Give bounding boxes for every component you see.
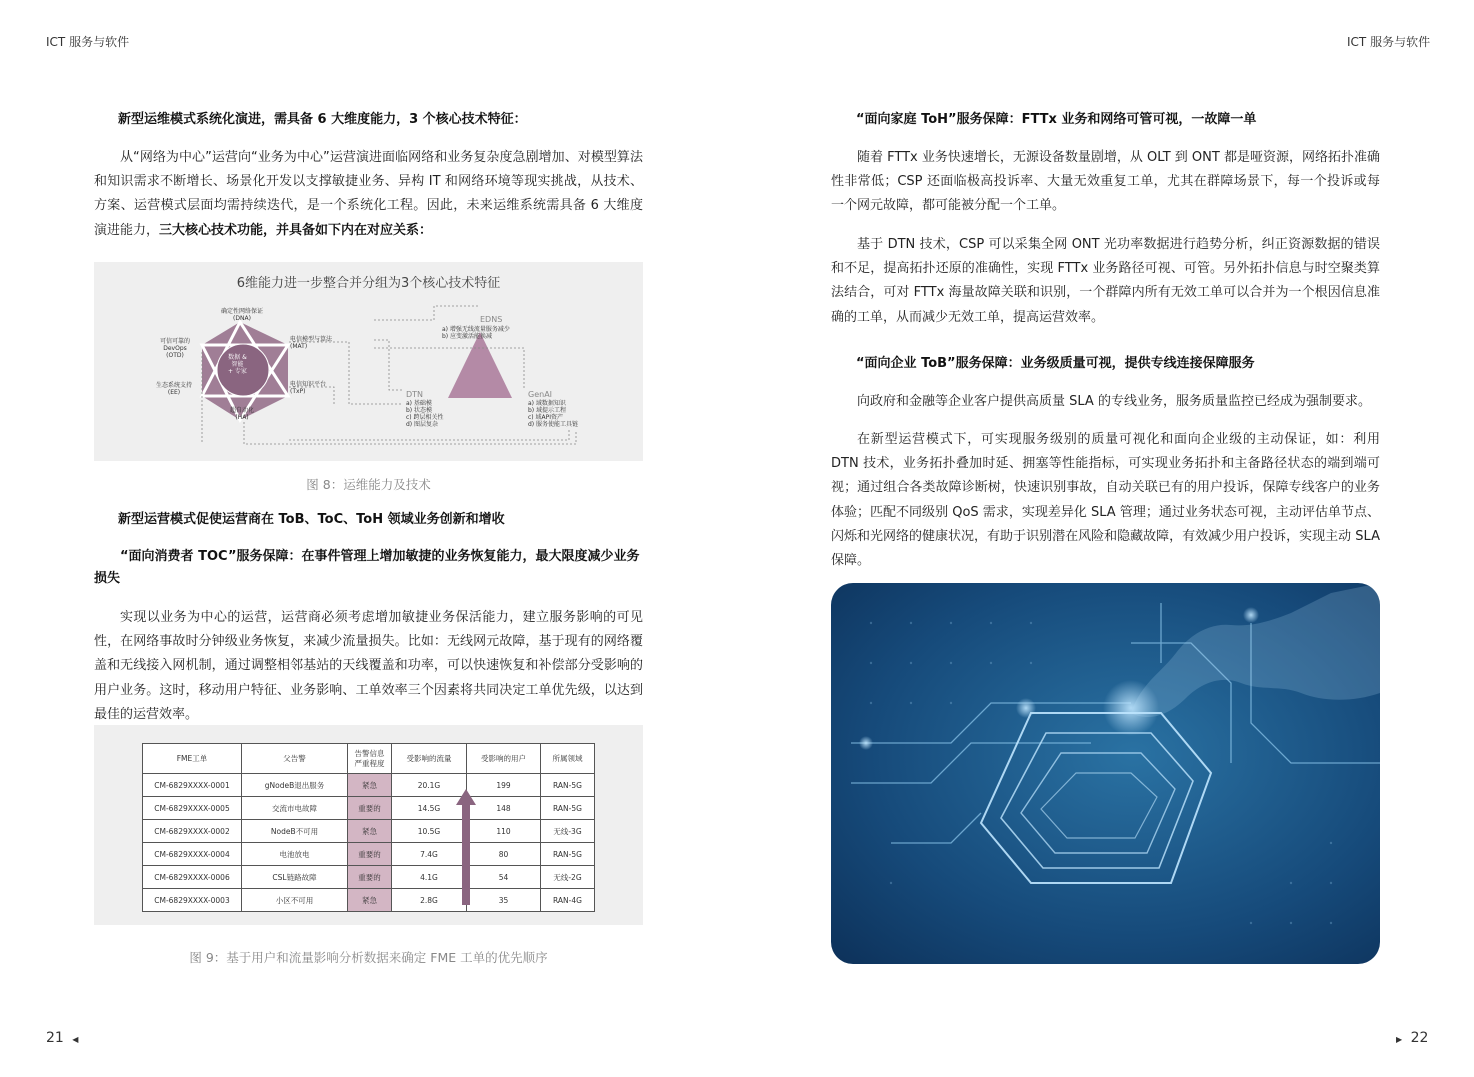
- table-cell: 无线-2G: [541, 866, 595, 889]
- table-cell: 35: [467, 889, 541, 912]
- tech-illustration: [831, 583, 1380, 964]
- column-header: 父告警: [242, 744, 348, 774]
- table-cell: 紧急: [348, 889, 392, 912]
- table-row: [143, 820, 595, 843]
- figure-9: [94, 725, 643, 925]
- figure-8: [94, 262, 643, 461]
- label-dtn: DTN: [406, 390, 424, 399]
- label-edns: EDNS: [480, 315, 503, 324]
- figure-8-caption: 图 8：运维能力及技术: [306, 477, 431, 492]
- triangle-left-icon: ◀: [72, 1035, 79, 1044]
- table-cell: 交流市电故障: [242, 797, 348, 820]
- running-header-right: ICT 服务与软件: [1347, 35, 1431, 49]
- table-cell: 2.8G: [392, 889, 467, 912]
- table-cell: 重要的: [348, 797, 392, 820]
- table-row: [143, 843, 595, 866]
- label-ee: 生态系统支持 (EE): [156, 382, 193, 396]
- table-cell: gNodeB退出服务: [242, 774, 348, 797]
- page-number-right-value: 22: [1410, 1030, 1429, 1046]
- table-cell: 小区不可用: [242, 889, 348, 912]
- page-number-right: [1396, 1030, 1428, 1046]
- table-cell: 54: [467, 866, 541, 889]
- left-paragraph-1: [94, 146, 643, 243]
- label-txp: 电信知识平台 (TxP): [290, 381, 327, 395]
- label-edns-items: a) 增强无线流量服务减少 b) 应变激活能换减: [442, 326, 510, 340]
- table-cell: CM-6829XXXX-0006: [143, 866, 242, 889]
- right-paragraph-4: 在新型运营模式下，可实现服务级别的质量可视化和面向企业级的主动保证，如：利用 DTN 技术，业务拓扑叠加时延、拥塞等性能指标，可实现业务拓扑和主备路径状态的端到端可视；通过组合各类故障诊断树，快速识别事故，自动关联已有的用户投诉，保障专线客户的业务体验；匹配不同级别 QoS 需求，实现差异化 SLA 管理；通过业务状态可视，主动评估单节点、闪烁和光网络的健康状况，有助于识别潜在风险和隐藏故障，有效减少用户投诉，实现主动 SLA 保障。: [831, 432, 1380, 569]
- table-row: [143, 797, 595, 820]
- table-cell: 148: [467, 797, 541, 820]
- table-cell: 紧急: [348, 820, 392, 843]
- column-header: 受影响的用户: [467, 744, 541, 774]
- table-cell: NodeB不可用: [242, 820, 348, 843]
- column-header: 受影响的流量: [392, 744, 467, 774]
- label-mat: 电信模型与算法 (MAT): [290, 336, 333, 350]
- connector-bottom-2: [289, 430, 569, 440]
- right-heading-2: “面向企业 ToB”服务保障：业务级质量可视，提供专线连接保障服务: [856, 356, 1255, 371]
- left-heading-2: 新型运营模式促使运营商在 ToB、ToC、ToH 领域业务创新和增收: [118, 512, 505, 527]
- table-cell: 20.1G: [392, 774, 467, 797]
- left-paragraph-2: 实现以业务为中心的运营，运营商必须考虑增加敏捷业务保活能力，建立服务影响的可见性，在网络事故时分钟级业务恢复，来减少流量损失。比如：无线网元故障，基于现有的网络覆盖和无线接入网机制，通过调整相邻基站的天线覆盖和功率，可以快速恢复和补偿部分受影响的用户业务。这时，移动用户特征、业务影响、工单效率三个因素将共同决定工单优先级，以达到最佳的运营效率。: [94, 610, 643, 722]
- table-cell: CM-6829XXXX-0003: [143, 889, 242, 912]
- table-cell: CM-6829XXXX-0004: [143, 843, 242, 866]
- table-cell: RAN-4G: [541, 889, 595, 912]
- table-cell: 4.1G: [392, 866, 467, 889]
- table-cell: CM-6829XXXX-0002: [143, 820, 242, 843]
- page-number-left: [46, 1030, 78, 1046]
- left-heading-3: “面向消费者 TOC”服务保障：在事件管理上增加敏捷的业务恢复能力，最大限度减少业务损失: [94, 549, 640, 586]
- priority-arrow-icon: [456, 789, 476, 905]
- figure-9-caption: 图 9：基于用户和流量影响分析数据来确定 FME 工单的优先顺序: [189, 950, 548, 965]
- table-cell: 7.4G: [392, 843, 467, 866]
- column-header: FME工单: [143, 744, 242, 774]
- table-row: [143, 889, 595, 912]
- label-genai-items: a) 域数据知识 b) 域提示工程 c) 域API资产 d) 服务使能工具链: [528, 400, 579, 428]
- circuit-hand-image: [831, 583, 1380, 964]
- table-cell: 199: [467, 774, 541, 797]
- table-cell: 重要的: [348, 843, 392, 866]
- table-cell: 10.5G: [392, 820, 467, 843]
- table-cell: 14.5G: [392, 797, 467, 820]
- column-header: 所属领域: [541, 744, 595, 774]
- left-paragraph-1-text: 从“网络为中心”运营向“业务为中心”运营演进面临网络和业务复杂度急剧增加、对模型算法和知识需求不断增长、场景化开发以支撑敏捷业务、异构 IT 和网络环境等现实挑战，从技术、方案、运营模式层面均需持续迭代，是一个系统化工程。因此，未来运维系统需具备 6 大维度演进能力，: [94, 150, 643, 238]
- label-ha: 超自动化 (HA): [230, 407, 255, 421]
- label-center: 数据 & 智能 + 专家: [228, 354, 247, 375]
- right-paragraph-1: 随着 FTTx 业务快速增长，无源设备数量剧增，从 OLT 到 ONT 都是哑资源，网络拓扑准确性非常低；CSP 还面临极高投诉率、大量无效重复工单，尤其在群障场景下，每一个投诉或每一个网元故障，都可能被分配一个工单。: [831, 150, 1380, 214]
- table-cell: 重要的: [348, 866, 392, 889]
- table-cell: 无线-3G: [541, 820, 595, 843]
- table-cell: 80: [467, 843, 541, 866]
- table-cell: RAN-5G: [541, 843, 595, 866]
- connector-edns: [374, 306, 479, 320]
- fme-priority-table: [142, 743, 595, 912]
- label-otd: 可信可靠的 DevOps (OTD): [160, 338, 191, 359]
- right-heading-1: “面向家庭 ToH”服务保障：FTTx 业务和网络可管可视，一故障一单: [856, 112, 1257, 127]
- label-dna: 确定性网络保证 (DNA): [221, 308, 264, 322]
- left-paragraph-1-bold: 三大核心技术功能，并具备如下内在对应关系：: [159, 222, 433, 238]
- table-cell: 110: [467, 820, 541, 843]
- column-header: 告警信息 严重程度: [348, 744, 392, 774]
- label-dtn-items: a) 基础模 b) 状态模 c) 跨层相关性 d) 图层复杂: [406, 400, 444, 428]
- table-cell: 电池放电: [242, 843, 348, 866]
- right-paragraph-2: 基于 DTN 技术，CSP 可以采集全网 ONT 光功率数据进行趋势分析，纠正资源数据的错误和不足，提高拓扑还原的准确性，实现 FTTx 业务路径可视、可管。另外拓扑信息与时空聚类算法结合，可对 FTTx 海量故障关联和识别，一个群障内所有无效工单可以合并为一个根因信息准确的工单，从而减少无效工单，提高运营效率。: [831, 237, 1380, 325]
- core-triangle: [448, 332, 512, 398]
- table-cell: CM-6829XXXX-0005: [143, 797, 242, 820]
- page-number-left-value: 21: [46, 1030, 64, 1046]
- table-cell: RAN-5G: [541, 774, 595, 797]
- figure-8-title: 6维能力进一步整合并分组为3个核心技术特征: [236, 276, 501, 291]
- running-header-left: ICT 服务与软件: [46, 35, 130, 49]
- fingertip-glow: [1103, 680, 1159, 736]
- table-row: [143, 866, 595, 889]
- triangle-right-icon: ▶: [1396, 1035, 1403, 1044]
- right-paragraph-3: 向政府和金融等企业客户提供高质量 SLA 的专线业务，服务质量监控已经成为强制要求。: [857, 394, 1371, 409]
- connector-dtn: [374, 340, 402, 390]
- table-cell: CSL链路故障: [242, 866, 348, 889]
- left-heading-1: 新型运维模式系统化演进，需具备 6 大维度能力，3 个核心技术特征：: [118, 112, 527, 127]
- table-cell: RAN-5G: [541, 797, 595, 820]
- table-row: [143, 774, 595, 797]
- figure-8-diagram: [94, 262, 643, 461]
- table-cell: 紧急: [348, 774, 392, 797]
- table-header-row: [143, 744, 595, 774]
- label-genai: GenAI: [528, 390, 553, 399]
- table-cell: CM-6829XXXX-0001: [143, 774, 242, 797]
